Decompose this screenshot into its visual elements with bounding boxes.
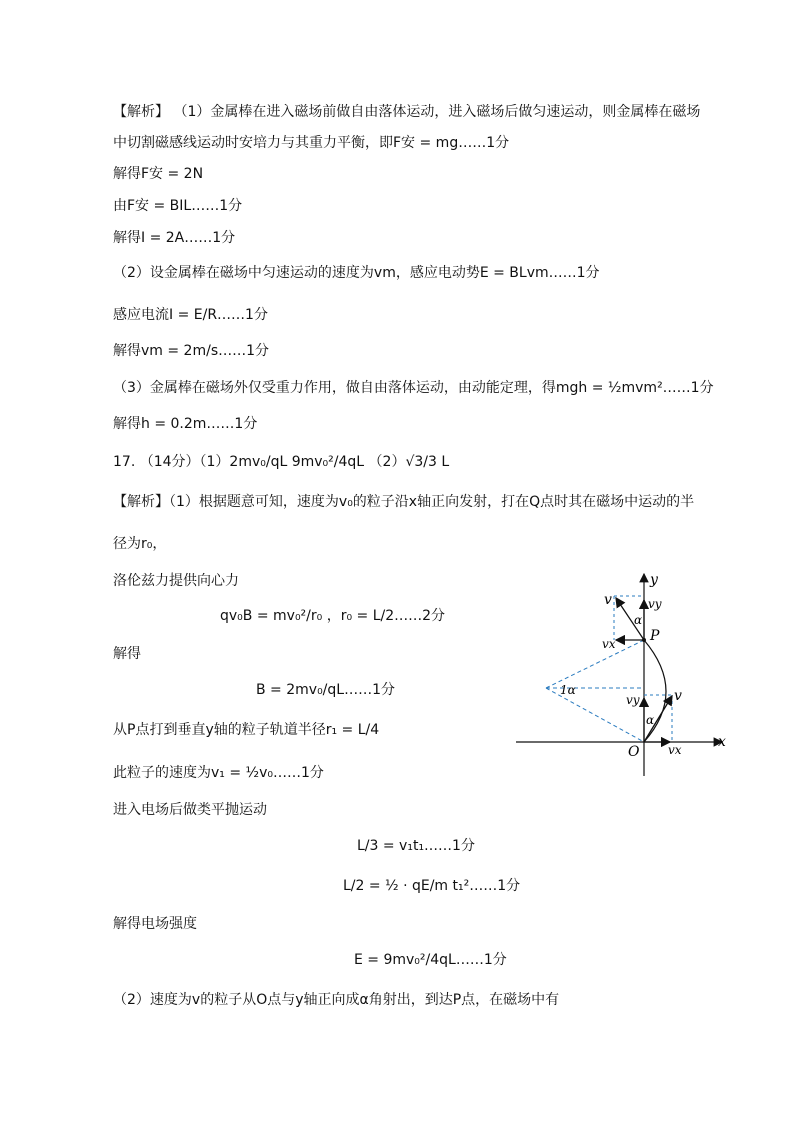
- text-line-20: [113, 800, 267, 820]
- text-l24: E = 9mv₀²/4qL……1分: [354, 952, 507, 968]
- label-v-mid: v: [674, 688, 682, 704]
- text-line-9: [113, 378, 714, 398]
- text-line-16: [113, 644, 141, 664]
- text-l11: 17. （14分）（1）2mv₀/qL 9mv₀²/4qL （2）√3/3 L: [113, 454, 450, 470]
- text-line-10: [113, 414, 257, 434]
- label-vx-bot: vx: [668, 743, 682, 757]
- point-p: [642, 638, 646, 642]
- equation-b: [256, 680, 395, 700]
- text-line-25: [113, 990, 559, 1010]
- text-l17: B = 2mv₀/qL……1分: [256, 682, 395, 698]
- text-l08: 解得vm = 2m/s……1分: [113, 343, 270, 359]
- label-x: x: [718, 734, 726, 750]
- text-l20: 进入电场后做类平抛运动: [113, 802, 267, 818]
- label-vy-top: vy: [648, 597, 662, 611]
- analysis-heading-line: [113, 102, 700, 122]
- label-alpha-mid: α: [646, 713, 655, 727]
- question-17-answer-line: [113, 452, 449, 472]
- text-l03: 解得F安 = 2N: [113, 166, 204, 182]
- text-l21: L/3 = v₁t₁……1分: [357, 838, 475, 854]
- label-vy-mid: vy: [626, 693, 640, 707]
- text-line-12: [113, 492, 694, 512]
- label-alpha-top: α: [634, 613, 643, 627]
- label-o: O: [628, 744, 640, 760]
- text-line-2: [113, 133, 509, 153]
- text-line-23: [113, 914, 197, 934]
- text-line-3: [113, 164, 203, 184]
- text-l06: （2）设金属棒在磁场中匀速运动的速度为vm，感应电动势E = BLvm……1分: [113, 265, 600, 281]
- text-l04: 由F安 = BIL……1分: [113, 198, 243, 214]
- equation-l2: [343, 876, 520, 896]
- text-line-7: [113, 305, 268, 325]
- text-l13: 径为r₀，: [113, 536, 167, 552]
- equation-l3: [357, 836, 475, 856]
- label-v-top: v: [604, 592, 612, 608]
- text-l05: 解得I = 2A……1分: [113, 230, 236, 246]
- text-line-4: [113, 196, 242, 216]
- label-alpha-left: 1α: [560, 683, 576, 697]
- text-line-18: [113, 720, 379, 740]
- text-l23: 解得电场强度: [113, 916, 197, 932]
- text-l25: （2）速度为v的粒子从O点与y轴正向成α角射出，到达P点，在磁场中有: [113, 992, 560, 1008]
- text-line-13: [113, 534, 166, 554]
- text-l18: 从P点打到垂直y轴的粒子轨道半径r₁ = L/4: [113, 722, 380, 738]
- text-line-14: [113, 571, 239, 591]
- text-l12: 【解析】（1）根据题意可知，速度为v₀的粒子沿x轴正向发射，打在Q点时其在磁场中运动的半: [113, 494, 695, 510]
- text-l09: （3）金属棒在磁场外仅受重力作用，做自由落体运动，由动能定理，得mgh = ½mvm²……1分: [113, 380, 714, 396]
- text-line-8: [113, 341, 269, 361]
- text-l19: 此粒子的速度为v₁ = ½v₀……1分: [113, 765, 324, 781]
- text-line-5: [113, 228, 235, 248]
- motion-diagram: [510, 568, 750, 788]
- dashed-left-top: [546, 640, 644, 688]
- text-l15: qv₀B = mv₀²/r₀ ，r₀ = L/2……2分: [220, 608, 446, 624]
- text-line-6: [113, 263, 600, 283]
- label-vx-top: vx: [602, 637, 616, 651]
- text-l07: 感应电流I = E/R……1分: [113, 307, 268, 323]
- text-line-19: [113, 763, 324, 783]
- equation-e: [354, 950, 507, 970]
- text-l14: 洛伦兹力提供向心力: [113, 573, 239, 589]
- text-l22: L/2 = ½ · qE/m t₁²……1分: [343, 878, 521, 894]
- text-l16: 解得: [113, 646, 141, 662]
- label-y: y: [650, 572, 658, 588]
- equation-lorentz: [220, 606, 445, 626]
- text-l10: 解得h = 0.2m……1分: [113, 416, 258, 432]
- label-p: P: [650, 628, 660, 644]
- text-l02: 中切割磁感线运动时安培力与其重力平衡，即F安 = mg……1分: [113, 135, 510, 151]
- text-l01: 【解析】 （1）金属棒在进入磁场前做自由落体运动，进入磁场后做匀速运动，则金属棒在磁场: [113, 104, 701, 120]
